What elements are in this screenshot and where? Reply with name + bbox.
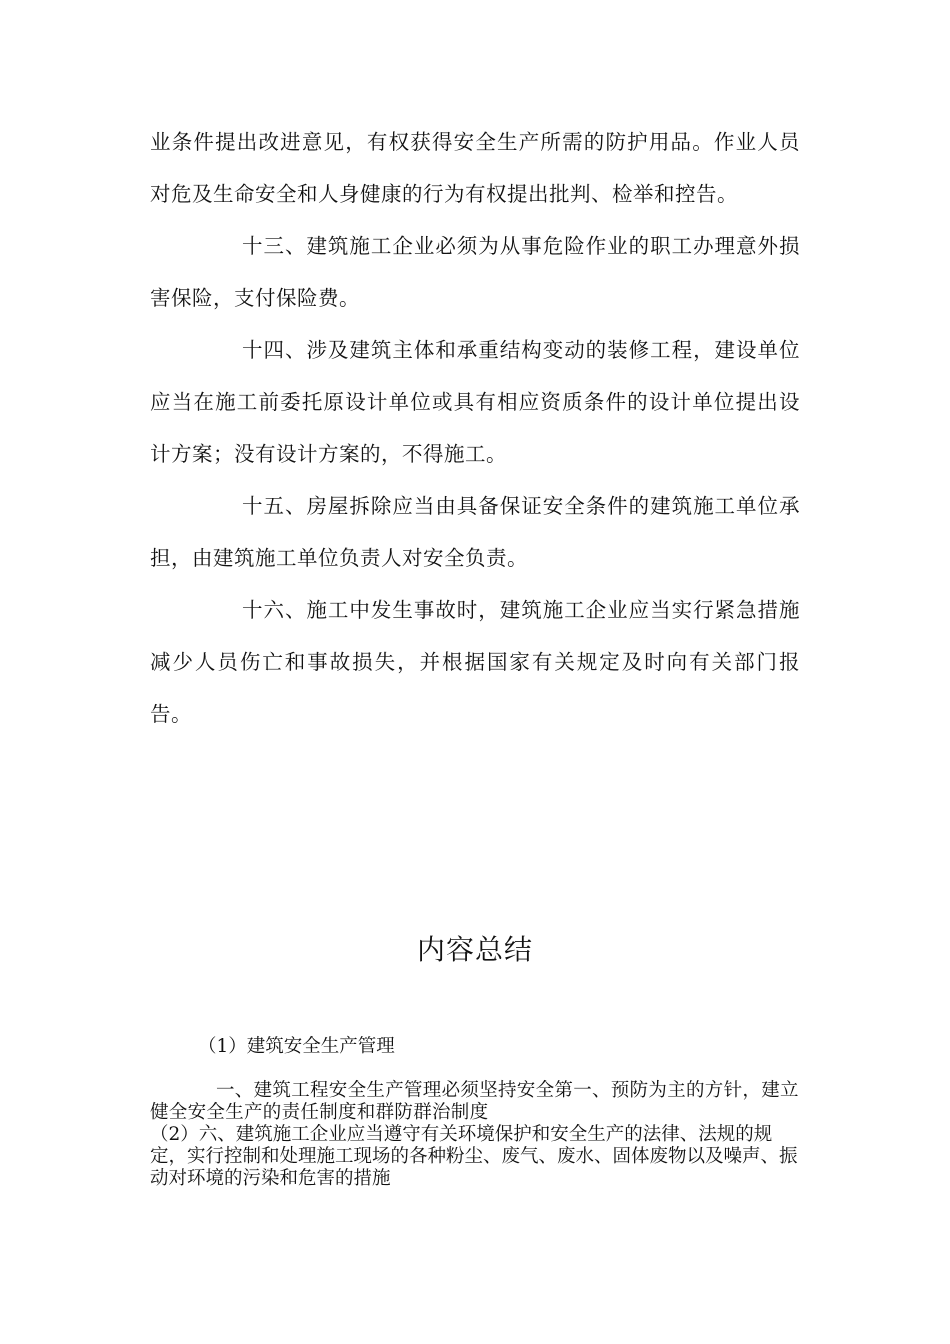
summary-item-1: 一、建筑工程安全生产管理必须坚持安全第一、预防为主的方针，建立健全安全生产的责任制度和群防群治制度 — [150, 1080, 799, 1123]
summary-heading-1: （1）建筑安全生产管理 — [198, 1036, 395, 1057]
paragraph-continuation: 业条件提出改进意见，有权获得安全生产所需的防护用品。作业人员对危及生命安全和人身健康的行为有权提出批判、检举和控告。 — [150, 130, 800, 206]
summary-section — [150, 1030, 800, 1190]
paragraph-article-15: 十五、房屋拆除应当由具备保证安全条件的建筑施工单位承担，由建筑施工单位负责人对安全负责。 — [150, 494, 800, 570]
paragraph-article-13: 十三、建筑施工企业必须为从事危险作业的职工办理意外损害保险，支付保险费。 — [150, 234, 800, 310]
summary-block — [150, 1080, 800, 1190]
summary-item-2: （2）六、建筑施工企业应当遵守有关环境保护和安全生产的法律、法规的规定，实行控制和处理施工现场的各种粉尘、废气、废水、固体废物以及噪声、振动对环境的污染和危害的措施 — [150, 1124, 798, 1189]
paragraph-article-14: 十四、涉及建筑主体和承重结构变动的装修工程，建设单位应当在施工前委托原设计单位或具有相应资质条件的设计单位提出设计方案；没有设计方案的，不得施工。 — [150, 338, 800, 466]
body-text — [150, 116, 800, 740]
summary-title: 内容总结 — [416, 933, 533, 966]
paragraph-article-16: 十六、施工中发生事故时，建筑施工企业应当实行紧急措施减少人员伤亡和事故损失，并根据国家有关规定及时向有关部门报告。 — [150, 598, 800, 726]
